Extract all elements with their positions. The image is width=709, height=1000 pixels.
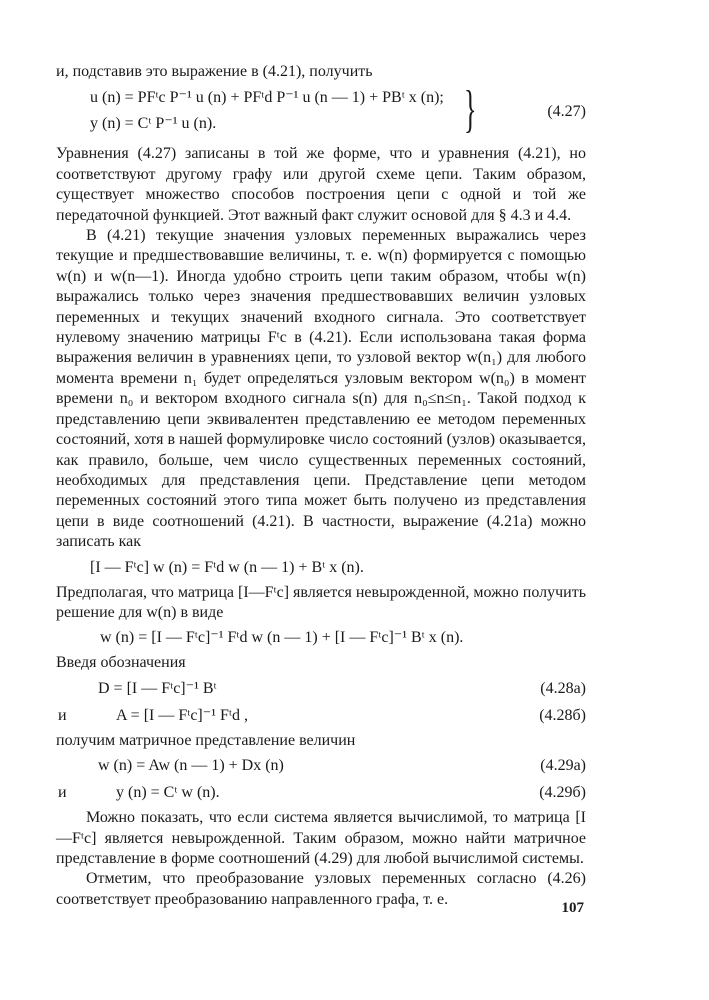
paragraph-2: В (4.21) текущие значения узловых переменных выражались через текущие и предшествовавшие величины, т. е. w(n) формируется с помощью w(n) и w(n—1). Иногда удобно строить цепи таким образом, чтобы w(n) выражались только через значения предшествовавших величин узловых переменных и текущих значений входного сигнала. Это соответствует нулевому значению матрицы Fᵗc в (4.21). Если использована такая форма выражения величин в уравнениях цепи, то узловой вектор w(n₁) для любого момента времени n₁ будет определяться узловым вектором w(n₀) в момент времени n₀ и вектором входного сигнала s(n) для n₀≤n≤n₁. Такой подход к представлению цепи эквивалентен представлению ее методом переменных состояний, хотя в нашей формулировке число состояний (узлов) оказывается, как правило, больше, чем число существенных переменных состояний, необходимых для представления цепи. Представление цепи методом переменных состояний этого типа может быть получено из представления цепи в виде соотношений (4.21). В частности, выражение (4.21а) можно записать как	[56, 227, 587, 551]
equation-4-27-line-2: y (n) = Cᵗ P⁻¹ u (n).	[90, 115, 217, 133]
paragraph-4: Введя обозначения	[56, 654, 186, 672]
equation-4-29a	[56, 754, 586, 778]
equation-number: (4.29б)	[539, 784, 586, 802]
equation-text: [I — Fᵗc] w (n) = Fᵗd w (n — 1) + Bᵗ x (n).	[90, 558, 364, 576]
paragraph-7: Отметим, что преобразование узловых переменных согласно (4.26) соответствует преобразованию направленного графа, т. е.	[56, 870, 586, 908]
paragraph-1: Уравнения (4.27) записаны в той же форме, что и уравнения (4.21), но соответствуют другому графу или другой схеме цепи. Таким образом, существует множество способов построения цепи с одной и той же передаточной функцией. Этот важный факт служит основой для § 4.3 и 4.4.	[56, 145, 586, 224]
page-number: 107	[561, 900, 584, 916]
conjunction: и	[58, 706, 67, 724]
equation-number: (4.27)	[547, 103, 586, 121]
equation-text: y (n) = Cᵗ w (n).	[116, 784, 220, 802]
equation-text: A = [I — Fᵗc]⁻¹ Fᵗd ,	[116, 706, 248, 724]
paragraph-3: Предполагая, что матрица [I—Fᵗc] является невырожденной, можно получить решение для w(n) в виде	[56, 583, 586, 621]
intro-line: и, подставив это выражение в (4.21), получить	[56, 63, 373, 80]
equation-solution	[56, 626, 586, 650]
equation-4-29b	[56, 781, 586, 805]
equation-text: w (n) = Aw (n — 1) + Dx (n)	[98, 757, 284, 775]
right-brace: }	[464, 81, 477, 139]
equation-text: D = [I — Fᵗc]⁻¹ Bᵗ	[98, 679, 217, 697]
conjunction: и	[58, 784, 67, 802]
equation-4-28a	[56, 677, 586, 701]
paragraph-6: Можно показать, что если система является вычислимой, то матрица [I—Fᵗc] является невырожденной. Таким образом, можно найти матричное представление в форме соотношений (4.29) для любой вычислимой системы.	[56, 809, 586, 867]
equation-text: w (n) = [I — Fᵗc]⁻¹ Fᵗd w (n — 1) + [I — Fᵗc]⁻¹ Bᵗ x (n).	[100, 629, 464, 647]
equation-4-27	[56, 81, 586, 142]
equation-number: (4.28б)	[539, 706, 586, 724]
paragraph-5: получим матричное представление величин	[56, 731, 356, 749]
equation-4-28b	[56, 704, 586, 728]
equation-number: (4.29а)	[540, 757, 586, 775]
equation-matrix-form	[56, 556, 586, 580]
page-body	[56, 62, 586, 910]
equation-number: (4.28а)	[540, 679, 586, 697]
equation-4-27-line-1: u (n) = PFᵗc P⁻¹ u (n) + PFᵗd P⁻¹ u (n — 1) + PBᵗ x (n);	[90, 89, 444, 107]
